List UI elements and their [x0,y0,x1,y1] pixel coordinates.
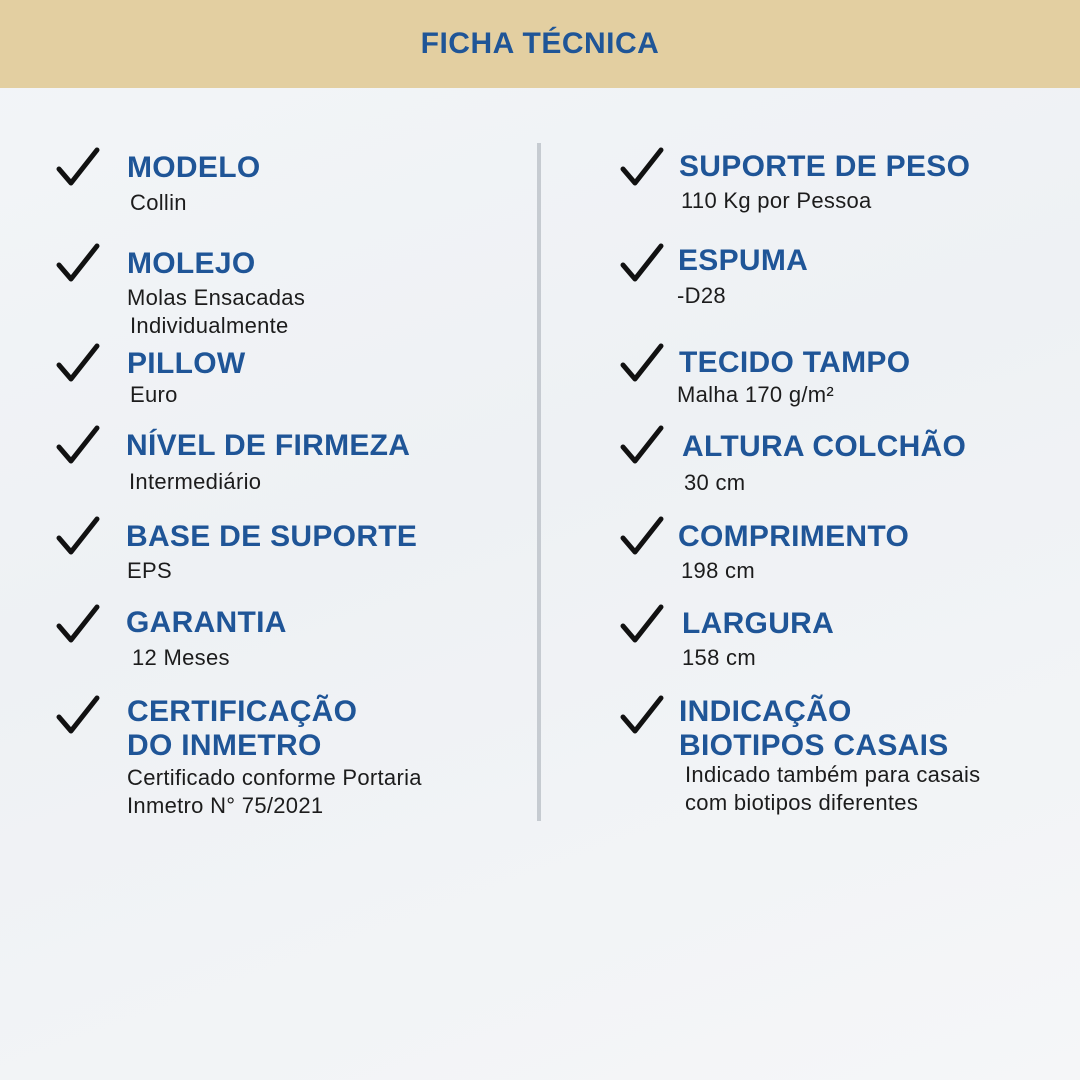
spec-label: TECIDO TAMPO [679,346,911,379]
spec-value-line: com biotipos diferentes [685,790,919,815]
checkmark-icon [620,146,664,188]
spec-value-line: Inmetro N° 75/2021 [127,793,324,818]
spec-value-line: Indicado também para casais [685,762,981,787]
checkmark-icon [56,515,100,557]
spec-value: 12 Meses [132,645,230,670]
spec-label: SUPORTE DE PESO [679,150,971,183]
spec-label: PILLOW [127,347,246,380]
spec-value: 30 cm [684,470,746,495]
spec-label: GARANTIA [126,606,287,639]
spec-value-line: Individualmente [130,313,289,338]
checkmark-icon [620,424,664,466]
spec-label: ESPUMA [678,244,809,277]
spec-label: BASE DE SUPORTE [126,520,418,553]
checkmark-icon [620,515,664,557]
spec-value: 198 cm [681,558,755,583]
checkmark-icon [56,242,100,284]
page-title: FICHA TÉCNICA [420,27,660,60]
spec-label: ALTURA COLCHÃO [682,430,967,463]
spec-value: EPS [127,558,172,583]
checkmark-icon [620,242,664,284]
checkmark-icon [56,342,100,384]
spec-label-line: DO INMETRO [127,729,322,762]
spec-label-line: CERTIFICAÇÃO [127,695,358,728]
checkmark-icon [56,694,100,736]
checkmark-icon [620,694,664,736]
checkmark-icon [56,146,100,188]
spec-value: 158 cm [682,645,756,670]
spec-value: Collin [130,190,187,215]
spec-value-line: Certificado conforme Portaria [127,765,422,790]
spec-value: Intermediário [129,469,262,494]
spec-value: Malha 170 g/m² [677,382,835,407]
spec-label: COMPRIMENTO [678,520,910,553]
header-banner [0,0,1080,88]
column-divider [537,143,541,821]
spec-label-line: BIOTIPOS CASAIS [679,729,949,762]
spec-label: LARGURA [682,607,835,640]
spec-label: MOLEJO [127,247,256,280]
checkmark-icon [620,342,664,384]
checkmark-icon [620,603,664,645]
spec-value-line: Molas Ensacadas [127,285,306,310]
spec-label-line: INDICAÇÃO [679,695,852,728]
spec-value: Euro [130,382,178,407]
checkmark-icon [56,424,100,466]
spec-label: MODELO [127,151,261,184]
spec-label: NÍVEL DE FIRMEZA [126,429,411,462]
checkmark-icon [56,603,100,645]
spec-value: -D28 [677,283,726,308]
spec-value: 110 Kg por Pessoa [681,188,872,213]
